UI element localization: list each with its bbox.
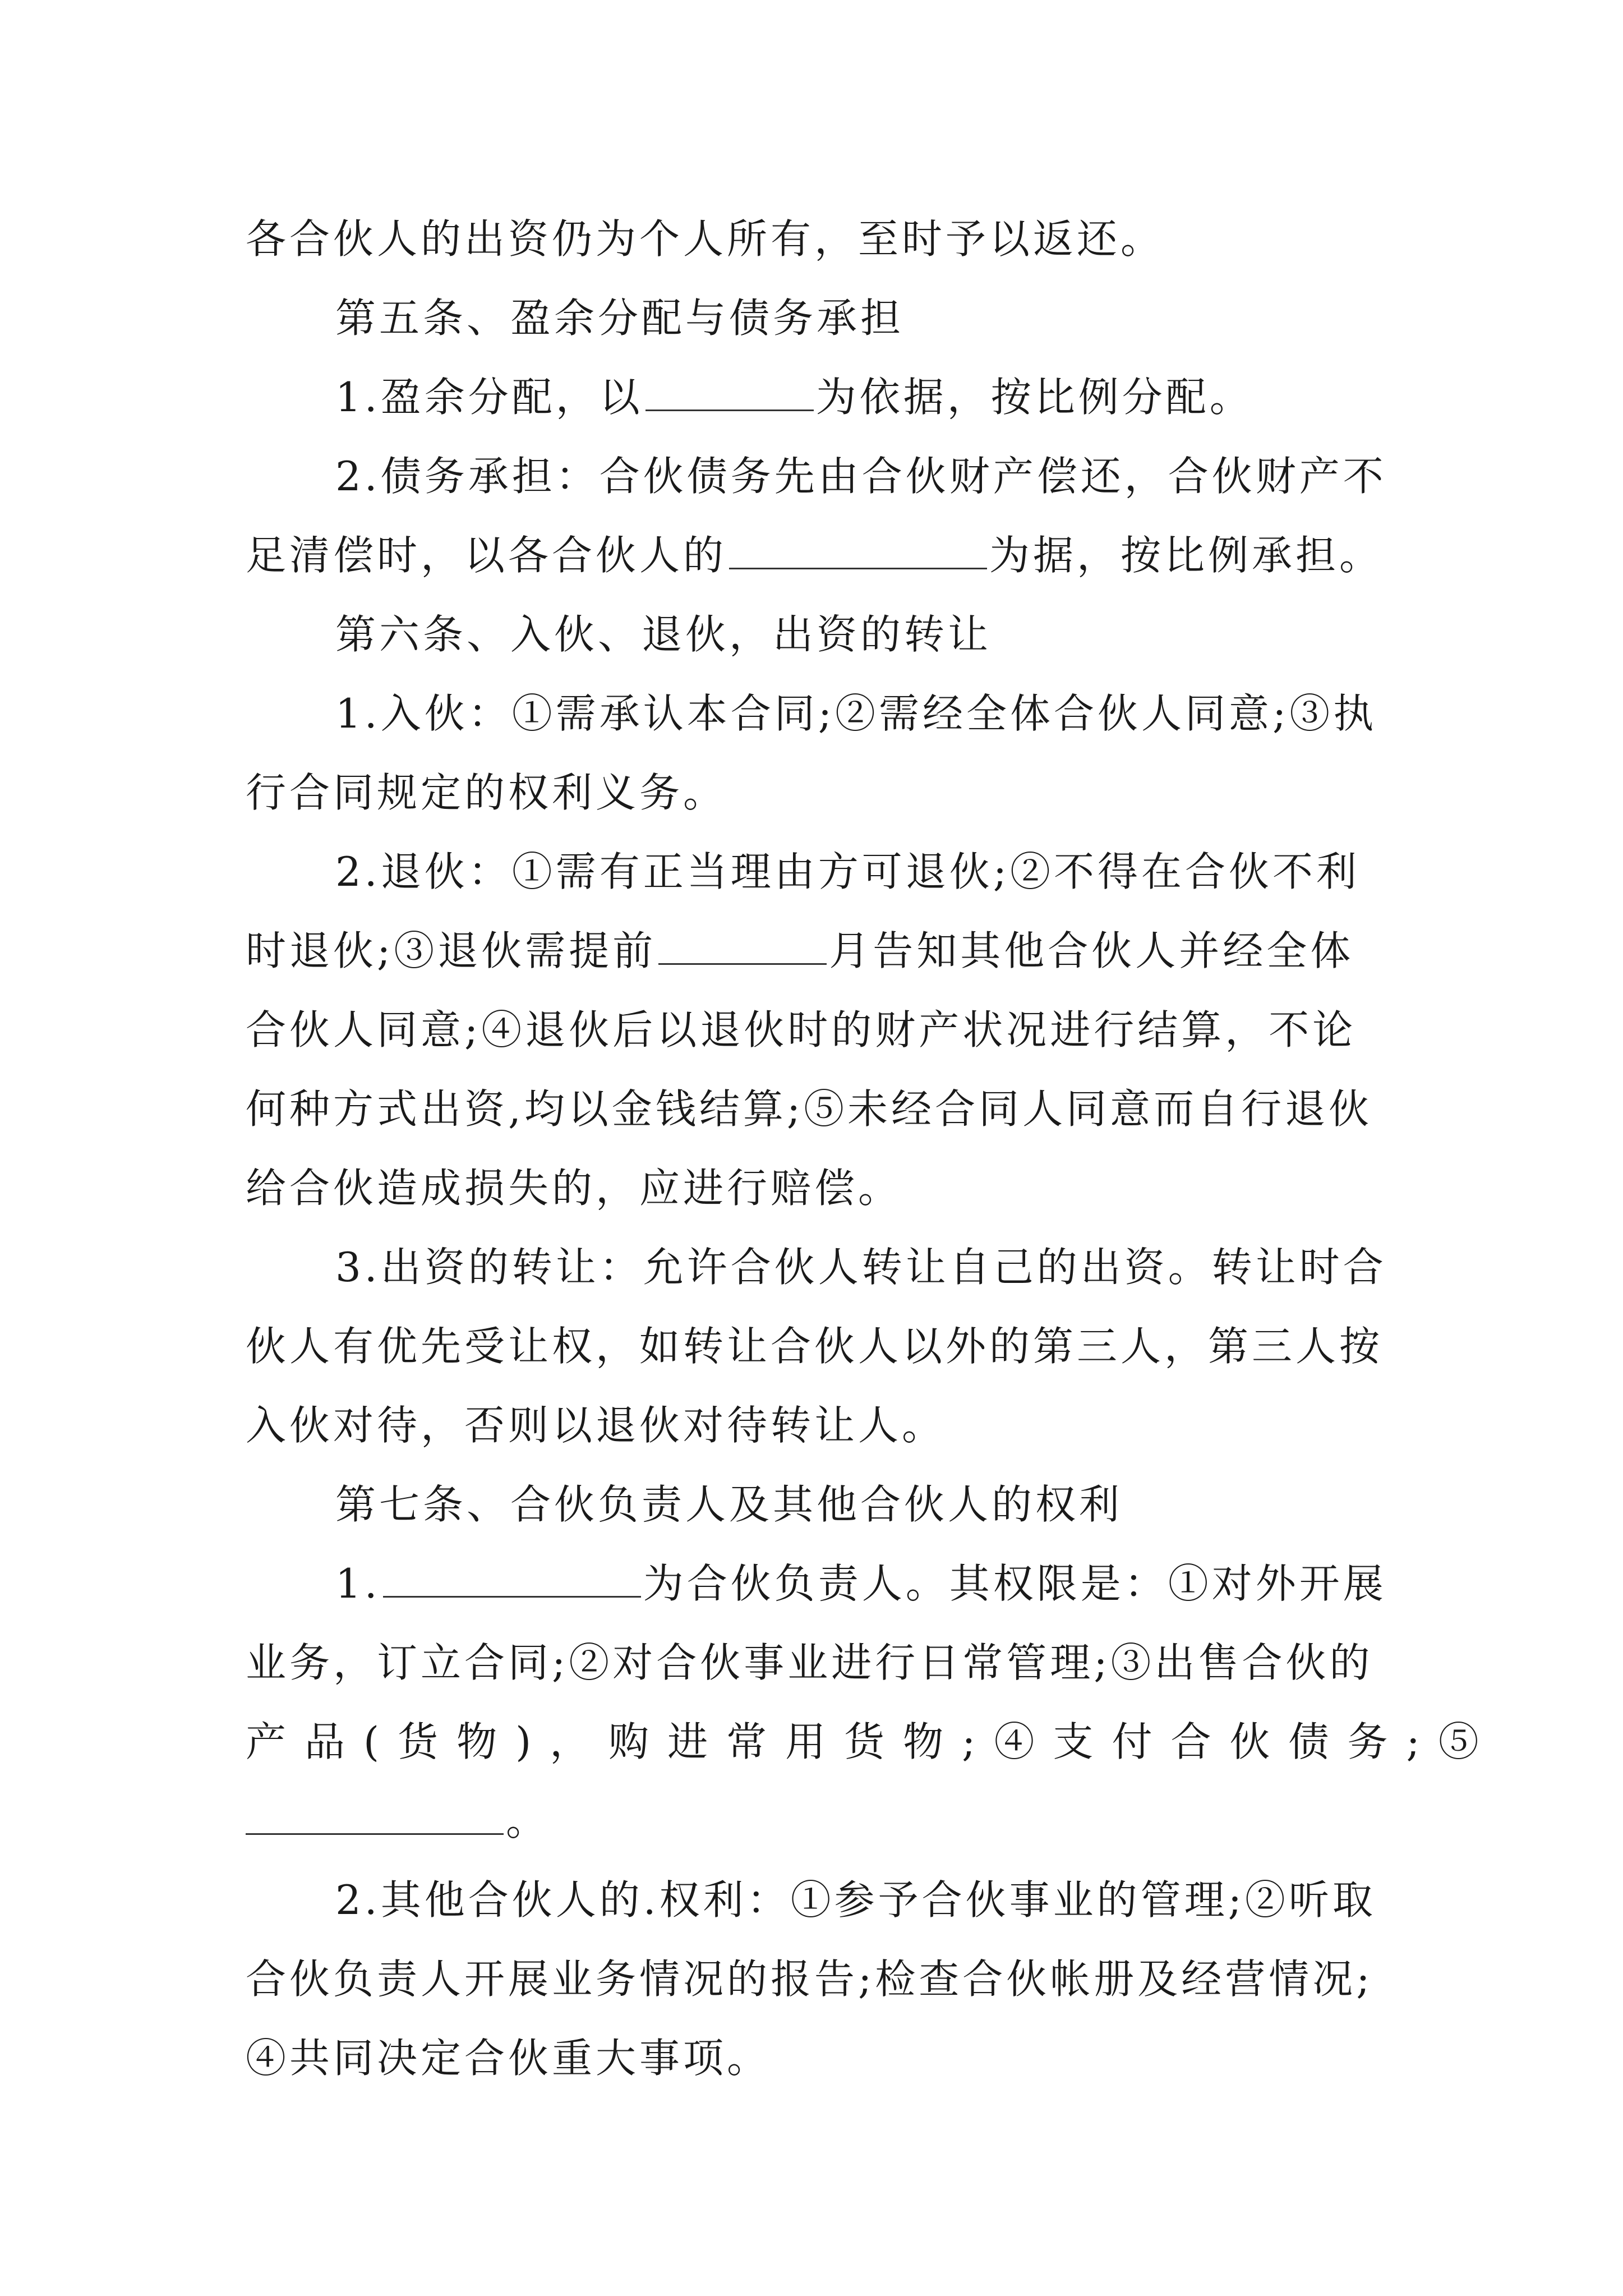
text-line: 合伙人同意;④退伙后以退伙时的财产状况进行结算，不论 — [246, 1006, 1357, 1053]
text-line: 2.债务承担：合伙债务先由合伙财产偿还，合伙财产不 — [335, 453, 1387, 500]
fill-in-blank[interactable] — [645, 375, 814, 411]
text-line: 入伙对待，否则以退伙对待转让人。 — [246, 1402, 946, 1449]
text-segment: 1. — [335, 1560, 381, 1607]
article-7-title: 第七条、合伙负责人及其他合伙人的权利 — [335, 1481, 1123, 1528]
text-line — [246, 516, 1390, 595]
text-line: 2.退伙：①需有正当理由方可退伙;②不得在合伙不利 — [335, 848, 1360, 895]
text-segment: 1.盈余分配，以 — [335, 374, 643, 421]
article-5-title: 第五条、盈余分配与债务承担 — [335, 295, 905, 342]
article-6-title: 第六条、入伙、退伙，出资的转让 — [335, 611, 992, 658]
text-line: 产品(货物)，购进常用货物;④支付合伙债务;⑤ — [246, 1718, 1497, 1765]
fill-in-blank[interactable] — [729, 533, 987, 569]
text-segment: 月告知其他合伙人并经全体 — [829, 927, 1354, 974]
text-line: 伙人有优先受让权，如转让合伙人以外的第三人，第三人按 — [246, 1323, 1384, 1370]
text-segment: 为依据，按比例分配。 — [815, 374, 1253, 421]
text-line: 合伙负责人开展业务情况的报告;检查合伙帐册及经营情况; — [246, 1955, 1373, 2003]
text-segment: 。 — [506, 1797, 550, 1844]
text-segment: 时退伙;③退伙需提前 — [246, 927, 657, 974]
text-segment: 足清偿时，以各合伙人的 — [246, 532, 727, 579]
fill-in-blank[interactable] — [658, 928, 827, 965]
text-line: 1.入伙：①需承认本合同;②需经全体合伙人同意;③执 — [335, 690, 1377, 737]
fill-in-blank[interactable] — [246, 1798, 504, 1835]
text-line — [246, 358, 1390, 437]
document-body — [246, 200, 1497, 2098]
text-segment: 为合伙负责人。其权限是：①对外开展 — [643, 1560, 1387, 1607]
text-line: 各合伙人的出资仍为个人所有，至时予以返还。 — [246, 215, 1165, 263]
text-line: 业务，订立合同;②对合伙事业进行日常管理;③出售合伙的 — [246, 1639, 1373, 1686]
text-line: 2.其他合伙人的.权利：①参予合伙事业的管理;②听取 — [335, 1876, 1376, 1924]
text-line — [246, 1544, 1390, 1623]
text-line: ④共同决定合伙重大事项。 — [246, 2035, 771, 2082]
text-line — [246, 1782, 1390, 1861]
text-line: 给合伙造成损失的，应进行赔偿。 — [246, 1165, 902, 1212]
fill-in-blank[interactable] — [383, 1561, 641, 1598]
text-line: 3.出资的转让：允许合伙人转让自己的出资。转让时合 — [335, 1244, 1387, 1291]
text-segment: 为据，按比例承担。 — [989, 532, 1384, 579]
text-line: 行合同规定的权利义务。 — [246, 769, 727, 816]
text-line — [246, 912, 1390, 991]
text-line: 何种方式出资,均以金钱结算;⑤未经合同人同意而自行退伙 — [246, 1085, 1373, 1133]
